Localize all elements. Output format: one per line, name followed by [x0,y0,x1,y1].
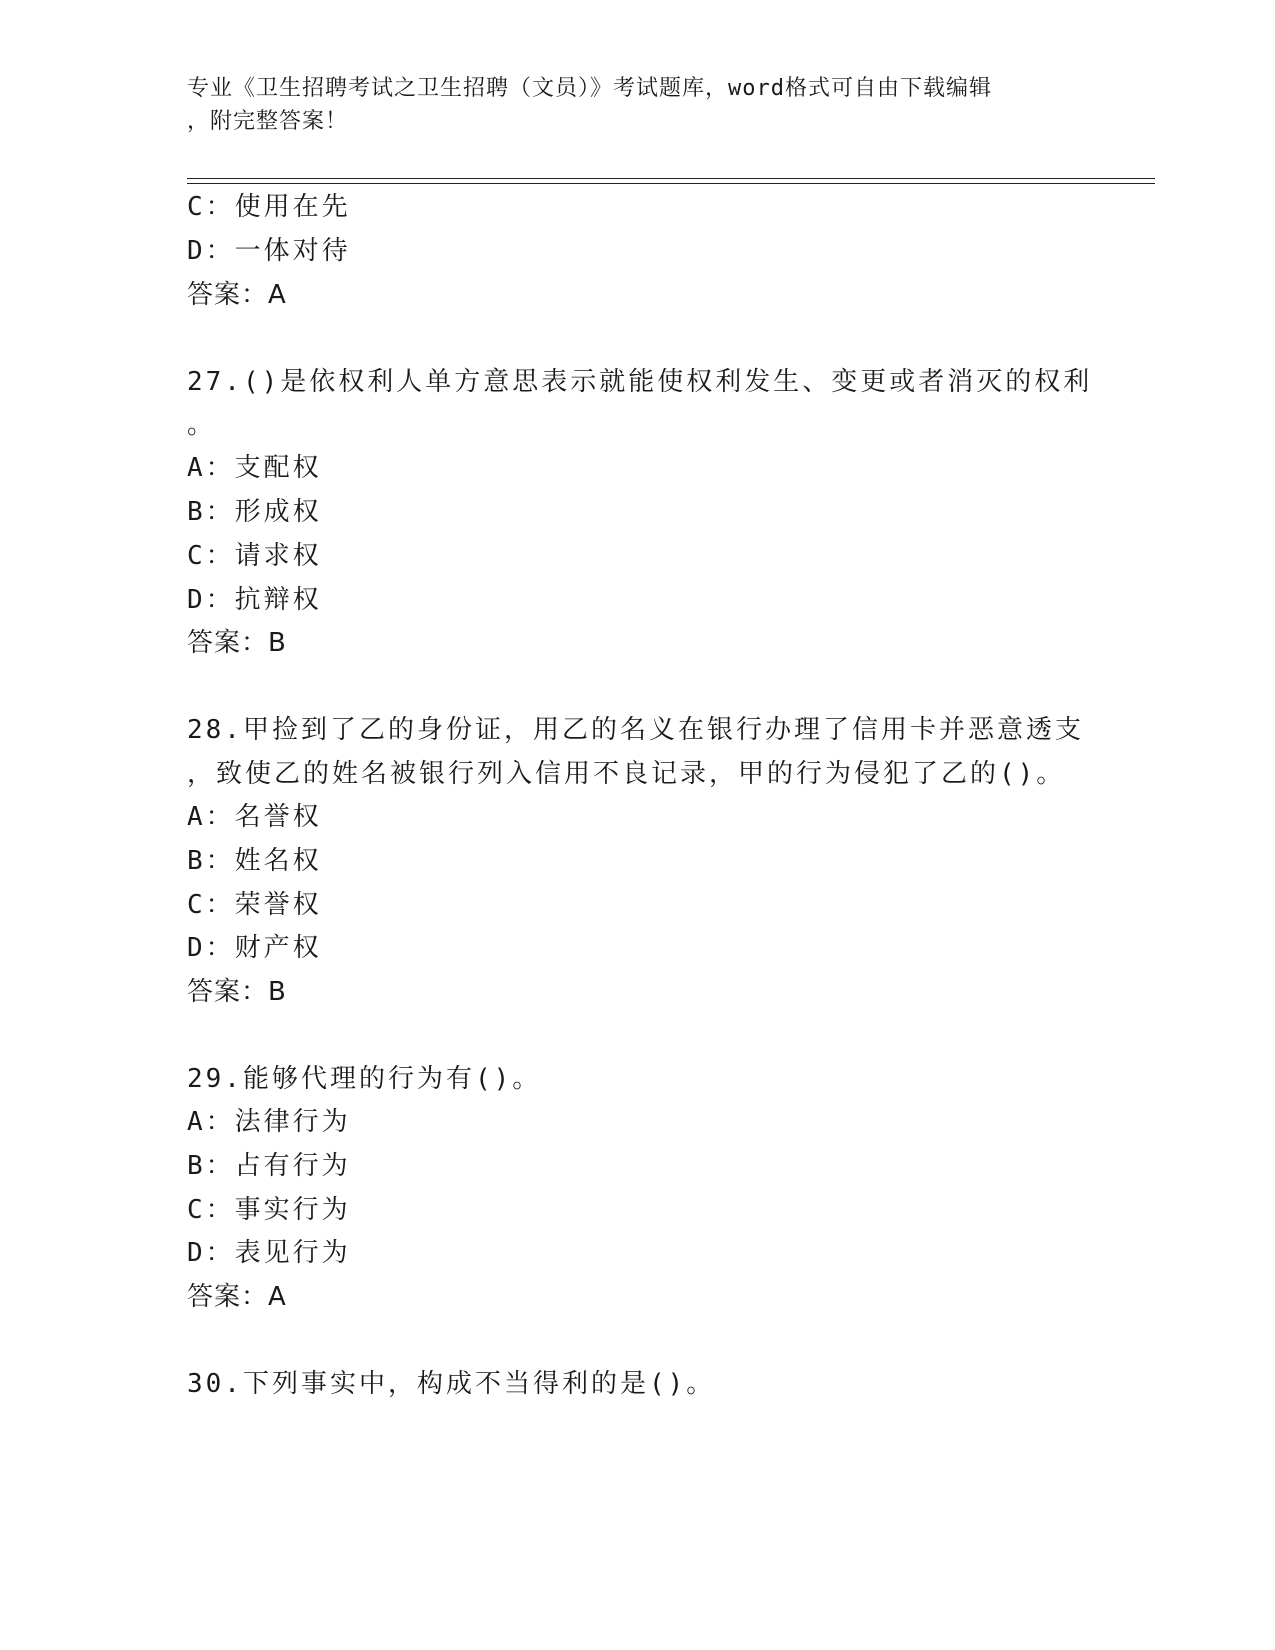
header-divider-top [187,178,1155,179]
question-29-stem-1: 29.能够代理的行为有()。 [187,1064,542,1094]
question-27-stem-1: 27.()是依权利人单方意思表示就能使权利发生、变更或者消灭的权利 [187,367,1093,397]
answer-line: 答案：A [187,280,287,310]
question-27-answer: 答案：B [187,628,287,658]
question-28-stem-2: ，致使乙的姓名被银行列入信用不良记录，甲的行为侵犯了乙的()。 [187,759,1066,789]
question-28-option-d: D：财产权 [187,933,322,963]
question-29-answer: 答案：A [187,1282,287,1312]
document-header [187,72,1067,138]
header-divider-bottom [187,183,1155,184]
question-29-option-b: B：占有行为 [187,1151,351,1181]
question-30-stem-1: 30.下列事实中，构成不当得利的是()。 [187,1369,716,1399]
question-28-answer: 答案：B [187,977,287,1007]
question-29-option-c: C：事实行为 [187,1195,351,1225]
question-29-option-d: D：表见行为 [187,1238,351,1268]
question-29-option-a: A：法律行为 [187,1107,351,1137]
question-27-option-b: B：形成权 [187,497,322,527]
question-28-stem-1: 28.甲捡到了乙的身份证，用乙的名义在银行办理了信用卡并恶意透支 [187,715,1084,745]
question-27-option-a: A：支配权 [187,453,322,483]
question-28-option-c: C：荣誉权 [187,890,322,920]
header-line-1: 专业《卫生招聘考试之卫生招聘（文员）》考试题库，word格式可自由下载编辑 [187,76,992,101]
question-28-option-b: B：姓名权 [187,846,322,876]
option-d: D：一体对待 [187,236,351,266]
header-line-2: ，附完整答案！ [187,109,349,134]
question-27-option-c: C：请求权 [187,541,322,571]
question-27-option-d: D：抗辩权 [187,585,322,615]
question-28-option-a: A：名誉权 [187,802,322,832]
question-27-stem-2: 。 [187,410,217,440]
option-c: C：使用在先 [187,192,351,222]
